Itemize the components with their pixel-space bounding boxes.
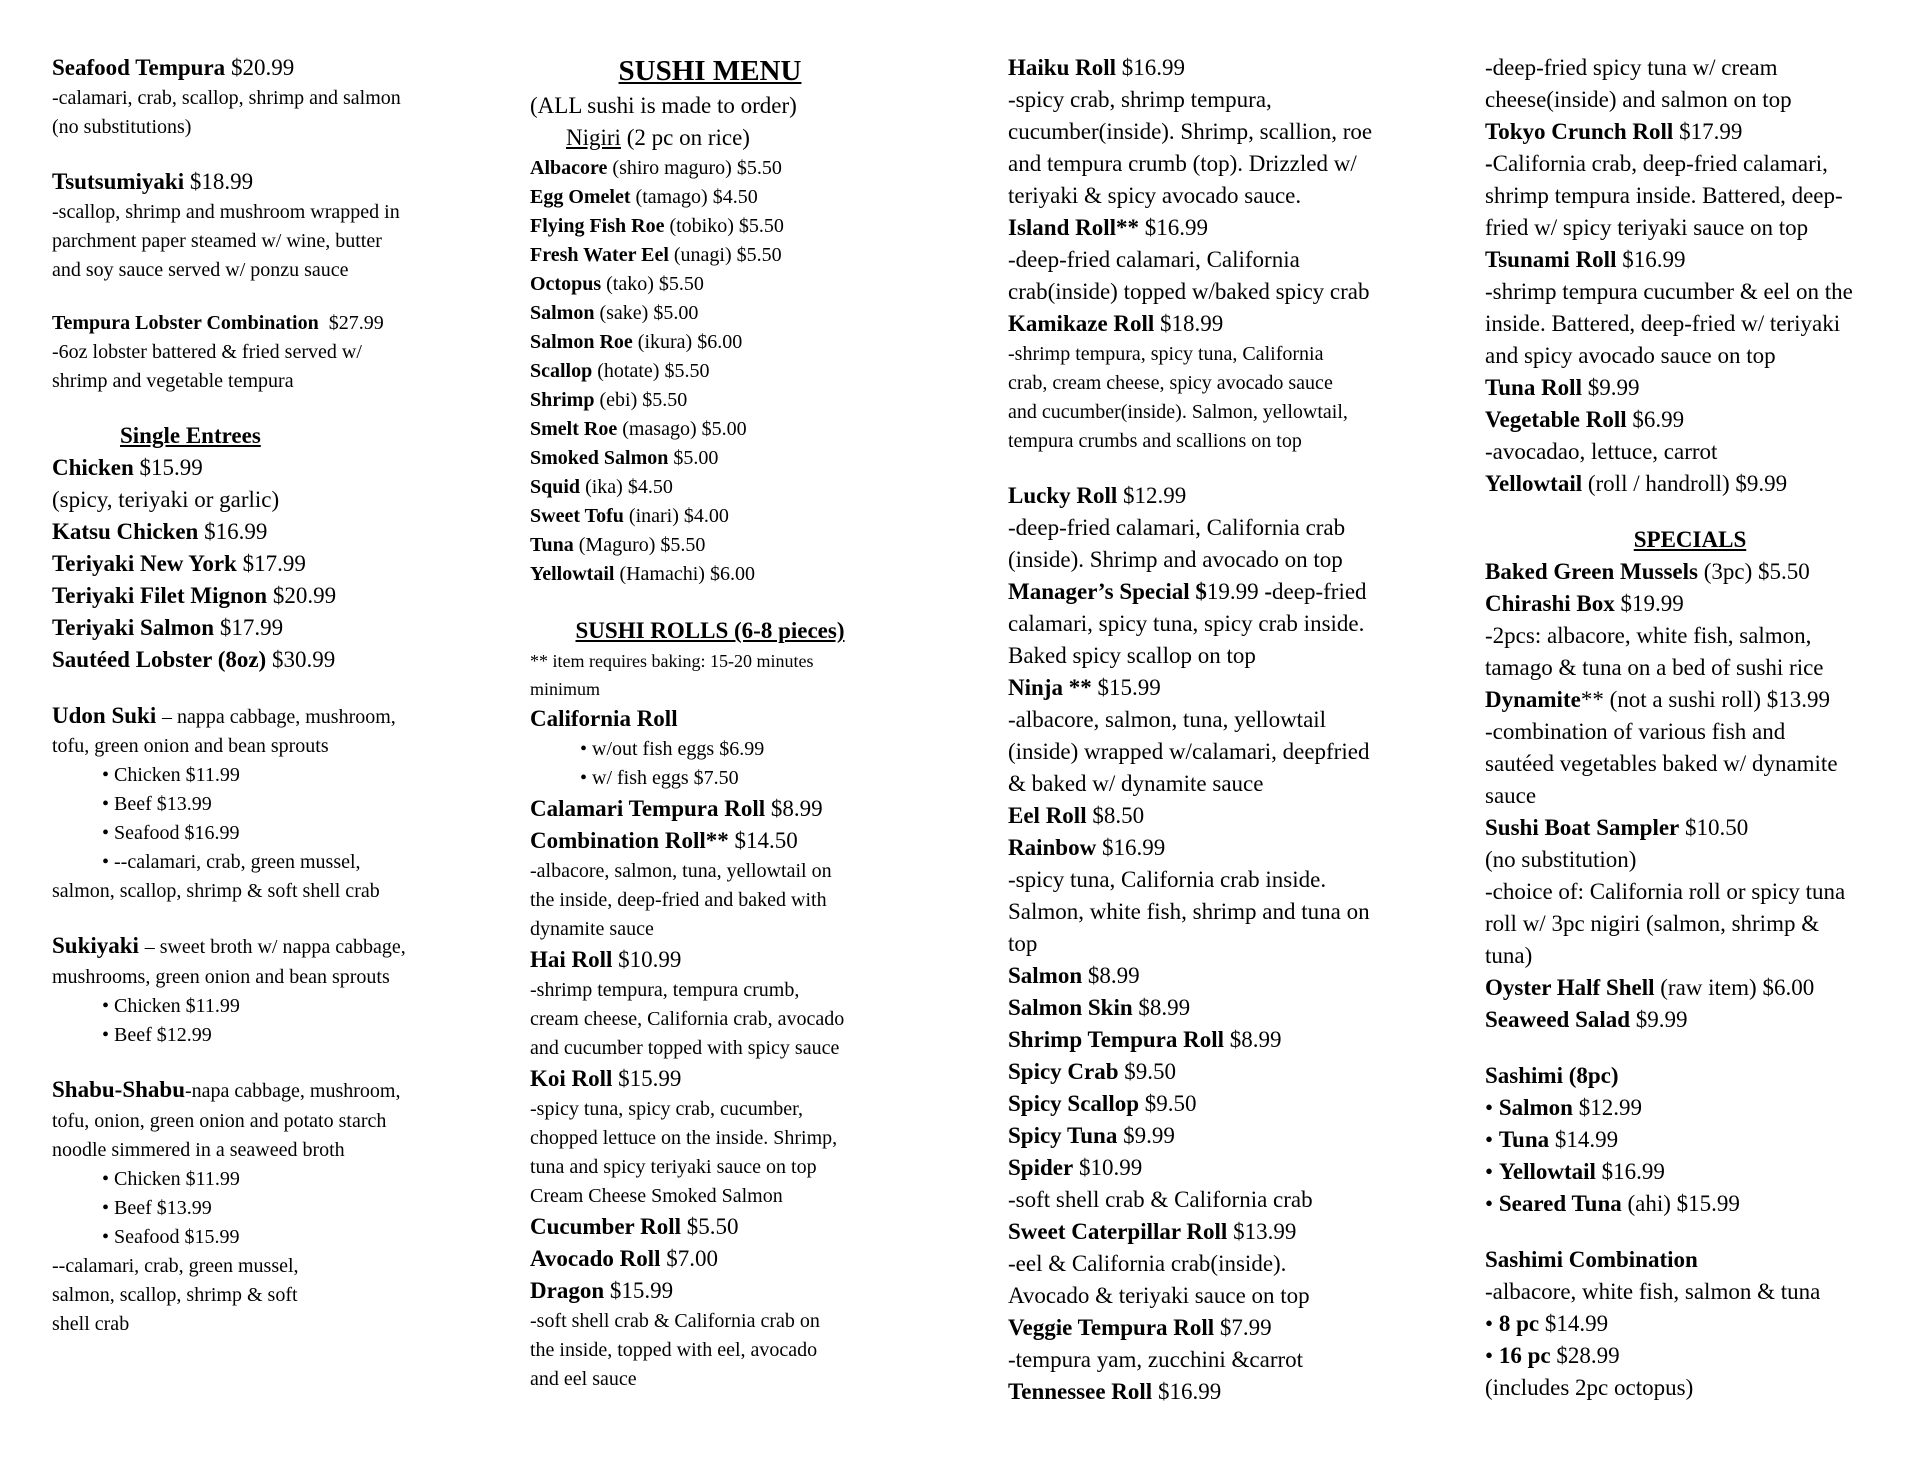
menu-item: Combination Roll** $14.50 bbox=[530, 828, 798, 853]
menu-item: Katsu Chicken $16.99 bbox=[52, 519, 268, 544]
item-desc: -2pcs: albacore, white fish, salmon, bbox=[1485, 623, 1812, 648]
item-desc: & baked w/ dynamite sauce bbox=[1008, 771, 1264, 796]
menu-item: Spicy Crab $9.50 bbox=[1008, 1059, 1177, 1084]
section-title-specials: SPECIALS bbox=[1633, 527, 1747, 552]
menu-item: Teriyaki Filet Mignon $20.99 bbox=[52, 583, 337, 608]
list-item: Scallop (hotate) $5.50 bbox=[530, 360, 710, 382]
menu-item: Spider $10.99 bbox=[1008, 1155, 1143, 1180]
combo-list bbox=[1485, 1308, 1895, 1372]
item-desc: -spicy tuna, California crab inside. bbox=[1008, 867, 1327, 892]
bullet-icon: • bbox=[1485, 1191, 1499, 1216]
item-desc: Avocado & teriyaki sauce on top bbox=[1008, 1283, 1310, 1308]
list-item: Sweet Tofu (inari) $4.00 bbox=[530, 505, 729, 527]
menu-item: Haiku Roll $16.99 bbox=[1008, 55, 1186, 80]
option-item: • Beef $13.99 bbox=[102, 1197, 212, 1219]
item-desc: -choice of: California roll or spicy tuna bbox=[1485, 879, 1846, 904]
item-desc: -shrimp tempura, spicy tuna, California bbox=[1008, 343, 1324, 365]
menu-item: Dragon $15.99 bbox=[530, 1278, 674, 1303]
bullet-icon: • bbox=[1485, 1127, 1499, 1152]
bullet-icon: • bbox=[1485, 1159, 1499, 1184]
sashimi-list bbox=[1485, 1092, 1895, 1220]
item-desc: -albacore, white fish, salmon & tuna bbox=[1485, 1279, 1821, 1304]
list-item: Egg Omelet (tamago) $4.50 bbox=[530, 186, 758, 208]
menu-item: Yellowtail (roll / handroll) $9.99 bbox=[1485, 471, 1788, 496]
option-item: • Seafood $15.99 bbox=[102, 1226, 240, 1248]
list-item: Octopus (tako) $5.50 bbox=[530, 273, 704, 295]
list-item: Squid (ika) $4.50 bbox=[530, 476, 673, 498]
item-desc: -avocadao, lettuce, carrot bbox=[1485, 439, 1718, 464]
list-item: Tuna (Maguro) $5.50 bbox=[530, 534, 706, 556]
list-item: Flying Fish Roe (tobiko) $5.50 bbox=[530, 215, 784, 237]
item-desc: -6oz lobster battered & fried served w/ bbox=[52, 341, 362, 363]
item-desc: -combination of various fish and bbox=[1485, 719, 1786, 744]
section-title-sushi-rolls: SUSHI ROLLS (6-8 pieces) bbox=[575, 618, 845, 643]
item-desc: tamago & tuna on a bed of sushi rice bbox=[1485, 655, 1824, 680]
subtitle: (ALL sushi is made to order) bbox=[530, 93, 797, 118]
item-desc: (no substitutions) bbox=[52, 116, 192, 138]
item-desc: Cream Cheese Smoked Salmon bbox=[530, 1185, 783, 1207]
bullet-icon: • bbox=[1485, 1095, 1499, 1120]
menu-item: Teriyaki Salmon $17.99 bbox=[52, 615, 284, 640]
item-desc: -soft shell crab & California crab bbox=[1008, 1187, 1313, 1212]
menu-item: Salmon Skin $8.99 bbox=[1008, 995, 1191, 1020]
list-item: • Yellowtail $16.99 bbox=[1485, 1159, 1665, 1184]
item-desc: sautéed vegetables baked w/ dynamite bbox=[1485, 751, 1838, 776]
page-title: SUSHI MENU bbox=[618, 55, 802, 87]
item-desc: tofu, green onion and bean sprouts bbox=[52, 735, 329, 757]
menu-item: Rainbow $16.99 bbox=[1008, 835, 1166, 860]
menu-item: Baked Green Mussels (3pc) $5.50 bbox=[1485, 559, 1810, 584]
item-desc: -calamari, crab, scallop, shrimp and salmon bbox=[52, 87, 401, 109]
list-item: Albacore (shiro maguro) $5.50 bbox=[530, 157, 782, 179]
item-desc: teriyaki & spicy avocado sauce. bbox=[1008, 183, 1302, 208]
menu-item: Seaweed Salad $9.99 bbox=[1485, 1007, 1688, 1032]
item-desc: cucumber(inside). Shrimp, scallion, roe bbox=[1008, 119, 1373, 144]
item-desc: -deep-fried calamari, California crab bbox=[1008, 515, 1346, 540]
item-desc: (no substitution) bbox=[1485, 847, 1637, 872]
option-item: • Chicken $11.99 bbox=[102, 1168, 240, 1190]
list-item: • Tuna $14.99 bbox=[1485, 1127, 1619, 1152]
list-item: • 8 pc $14.99 bbox=[1485, 1311, 1609, 1336]
item-desc: -shrimp tempura, tempura crumb, bbox=[530, 979, 800, 1001]
item-desc: fried w/ spicy teriyaki sauce on top bbox=[1485, 215, 1809, 240]
item-desc: -eel & California crab(inside). bbox=[1008, 1251, 1287, 1276]
menu-item: Veggie Tempura Roll $7.99 bbox=[1008, 1315, 1272, 1340]
menu-item: Udon Suki – nappa cabbage, mushroom, bbox=[52, 703, 396, 728]
menu-item: Manager’s Special $19.99 -deep-fried bbox=[1008, 579, 1367, 604]
menu-item: Sweet Caterpillar Roll $13.99 bbox=[1008, 1219, 1297, 1244]
item-desc: -deep-fried calamari, California bbox=[1008, 247, 1300, 272]
menu-item: Salmon $8.99 bbox=[1008, 963, 1140, 988]
menu-item: Shrimp Tempura Roll $8.99 bbox=[1008, 1027, 1282, 1052]
item-desc: tuna) bbox=[1485, 943, 1533, 968]
item-desc: -albacore, salmon, tuna, yellowtail bbox=[1008, 707, 1327, 732]
item-desc: (includes 2pc octopus) bbox=[1485, 1375, 1694, 1400]
item-desc: crab(inside) topped w/baked spicy crab bbox=[1008, 279, 1370, 304]
nigiri-list bbox=[530, 154, 890, 589]
menu-item: Chicken $15.99 bbox=[52, 455, 203, 480]
bullet-icon: • bbox=[1485, 1311, 1499, 1336]
item-desc: roll w/ 3pc nigiri (salmon, shrimp & bbox=[1485, 911, 1820, 936]
item-desc: -tempura yam, zucchini &carrot bbox=[1008, 1347, 1304, 1372]
item-desc: and cucumber topped with spicy sauce bbox=[530, 1037, 840, 1059]
menu-item: Tsunami Roll $16.99 bbox=[1485, 247, 1686, 272]
option-item: • w/out fish eggs $6.99 bbox=[580, 738, 765, 760]
item-desc: cream cheese, California crab, avocado bbox=[530, 1008, 845, 1030]
menu-item: Tsutsumiyaki $18.99 bbox=[52, 169, 254, 194]
item-desc: chopped lettuce on the inside. Shrimp, bbox=[530, 1127, 838, 1149]
menu-item: Chirashi Box $19.99 bbox=[1485, 591, 1684, 616]
menu-item: Eel Roll $8.50 bbox=[1008, 803, 1145, 828]
item-desc: sauce bbox=[1485, 783, 1537, 808]
column-4 bbox=[1485, 52, 1895, 1404]
menu-item: Koi Roll $15.99 bbox=[530, 1066, 682, 1091]
item-desc: top bbox=[1008, 931, 1038, 956]
menu-item: Cucumber Roll $5.50 bbox=[530, 1214, 739, 1239]
item-desc: the inside, deep-fried and baked with bbox=[530, 889, 827, 911]
item-desc: the inside, topped with eel, avocado bbox=[530, 1339, 818, 1361]
item-desc: -spicy crab, shrimp tempura, bbox=[1008, 87, 1272, 112]
section-title-sashimi-combination: Sashimi Combination bbox=[1485, 1247, 1698, 1272]
menu-item: Tempura Lobster Combination $27.99 bbox=[52, 312, 384, 334]
item-desc: (spicy, teriyaki or garlic) bbox=[52, 487, 280, 512]
menu-item: Teriyaki New York $17.99 bbox=[52, 551, 306, 576]
item-desc: inside. Battered, deep-fried w/ teriyaki bbox=[1485, 311, 1841, 336]
list-item: Salmon Roe (ikura) $6.00 bbox=[530, 331, 743, 353]
item-desc: (inside). Shrimp and avocado on top bbox=[1008, 547, 1343, 572]
nigiri-header: Nigiri (2 pc on rice) bbox=[566, 125, 750, 150]
menu-item: Sautéed Lobster (8oz) $30.99 bbox=[52, 647, 336, 672]
item-desc: tofu, onion, green onion and potato starch bbox=[52, 1110, 387, 1132]
menu-item: Kamikaze Roll $18.99 bbox=[1008, 311, 1224, 336]
menu-item: Spicy Tuna $9.99 bbox=[1008, 1123, 1175, 1148]
item-desc: crab, cream cheese, spicy avocado sauce bbox=[1008, 372, 1333, 394]
item-desc: -deep-fried spicy tuna w/ cream bbox=[1485, 55, 1778, 80]
menu-item: Hai Roll $10.99 bbox=[530, 947, 682, 972]
option-item: • --calamari, crab, green mussel, bbox=[102, 851, 361, 873]
list-item: Smoked Salmon $5.00 bbox=[530, 447, 719, 469]
item-desc: --calamari, crab, green mussel, bbox=[52, 1255, 299, 1277]
item-desc: calamari, spicy tuna, spicy crab inside. bbox=[1008, 611, 1365, 636]
menu-item: Ninja ** $15.99 bbox=[1008, 675, 1161, 700]
item-desc: and cucumber(inside). Salmon, yellowtail, bbox=[1008, 401, 1348, 423]
item-desc: noodle simmered in a seaweed broth bbox=[52, 1139, 345, 1161]
item-desc: dynamite sauce bbox=[530, 918, 654, 940]
rolls-note: minimum bbox=[530, 679, 601, 699]
item-desc: parchment paper steamed w/ wine, butter bbox=[52, 230, 382, 252]
menu-item: Lucky Roll $12.99 bbox=[1008, 483, 1187, 508]
column-2 bbox=[530, 52, 890, 1394]
menu-item: Oyster Half Shell (raw item) $6.00 bbox=[1485, 975, 1815, 1000]
item-desc: and eel sauce bbox=[530, 1368, 637, 1390]
item-desc: tuna and spicy teriyaki sauce on top bbox=[530, 1156, 817, 1178]
menu-item: Dynamite** (not a sushi roll) $13.99 bbox=[1485, 687, 1830, 712]
item-desc: -scallop, shrimp and mushroom wrapped in bbox=[52, 201, 400, 223]
item-desc: -soft shell crab & California crab on bbox=[530, 1310, 820, 1332]
list-item: Smelt Roe (masago) $5.00 bbox=[530, 418, 747, 440]
menu-item: Calamari Tempura Roll $8.99 bbox=[530, 796, 823, 821]
bullet-icon: • bbox=[1485, 1343, 1499, 1368]
menu-item: Island Roll** $16.99 bbox=[1008, 215, 1209, 240]
item-desc: -albacore, salmon, tuna, yellowtail on bbox=[530, 860, 832, 882]
menu-item: Spicy Scallop $9.50 bbox=[1008, 1091, 1197, 1116]
list-item: Salmon (sake) $5.00 bbox=[530, 302, 699, 324]
option-item: • Seafood $16.99 bbox=[102, 822, 240, 844]
menu-item: California Roll bbox=[530, 706, 678, 731]
menu-item: Tokyo Crunch Roll $17.99 bbox=[1485, 119, 1743, 144]
item-desc: -spicy tuna, spicy crab, cucumber, bbox=[530, 1098, 803, 1120]
option-item: • Chicken $11.99 bbox=[102, 995, 240, 1017]
item-desc: -shrimp tempura cucumber & eel on the bbox=[1485, 279, 1853, 304]
item-desc: shell crab bbox=[52, 1313, 130, 1335]
item-desc: cheese(inside) and salmon on top bbox=[1485, 87, 1792, 112]
menu-item: Sushi Boat Sampler $10.50 bbox=[1485, 815, 1749, 840]
list-item: • Salmon $12.99 bbox=[1485, 1095, 1642, 1120]
option-item: • Chicken $11.99 bbox=[102, 764, 240, 786]
list-item: Fresh Water Eel (unagi) $5.50 bbox=[530, 244, 782, 266]
item-desc: salmon, scallop, shrimp & soft bbox=[52, 1284, 298, 1306]
column-1 bbox=[52, 52, 452, 1339]
menu-item: Shabu-Shabu-napa cabbage, mushroom, bbox=[52, 1077, 401, 1102]
list-item: • Seared Tuna (ahi) $15.99 bbox=[1485, 1191, 1740, 1216]
item-desc: (inside) wrapped w/calamari, deepfried bbox=[1008, 739, 1370, 764]
menu-item: Tennessee Roll $16.99 bbox=[1008, 1379, 1222, 1404]
menu-item: Tuna Roll $9.99 bbox=[1485, 375, 1640, 400]
item-desc: and spicy avocado sauce on top bbox=[1485, 343, 1776, 368]
option-item: • Beef $12.99 bbox=[102, 1024, 212, 1046]
item-desc: Salmon, white fish, shrimp and tuna on bbox=[1008, 899, 1370, 924]
list-item: Shrimp (ebi) $5.50 bbox=[530, 389, 688, 411]
list-item: Yellowtail (Hamachi) $6.00 bbox=[530, 563, 755, 585]
item-desc: shrimp and vegetable tempura bbox=[52, 370, 294, 392]
rolls-note: ** item requires baking: 15-20 minutes bbox=[530, 651, 814, 671]
list-item: • 16 pc $28.99 bbox=[1485, 1343, 1620, 1368]
option-item: • Beef $13.99 bbox=[102, 793, 212, 815]
menu-item: Seafood Tempura $20.99 bbox=[52, 55, 295, 80]
item-desc: tempura crumbs and scallions on top bbox=[1008, 430, 1302, 452]
section-title-sashimi: Sashimi (8pc) bbox=[1485, 1063, 1619, 1088]
column-3 bbox=[1008, 52, 1408, 1408]
menu-item: Vegetable Roll $6.99 bbox=[1485, 407, 1685, 432]
item-desc: shrimp tempura inside. Battered, deep- bbox=[1485, 183, 1843, 208]
item-desc: -California crab, deep-fried calamari, bbox=[1485, 151, 1828, 176]
menu-item: Avocado Roll $7.00 bbox=[530, 1246, 719, 1271]
menu-item: Sukiyaki – sweet broth w/ nappa cabbage, bbox=[52, 933, 406, 958]
item-desc: and soy sauce served w/ ponzu sauce bbox=[52, 259, 349, 281]
item-desc: mushrooms, green onion and bean sprouts bbox=[52, 966, 390, 988]
option-item: • w/ fish eggs $7.50 bbox=[580, 767, 739, 789]
item-desc: and tempura crumb (top). Drizzled w/ bbox=[1008, 151, 1357, 176]
section-title-single-entrees: Single Entrees bbox=[120, 423, 261, 448]
item-desc: salmon, scallop, shrimp & soft shell crab bbox=[52, 880, 380, 902]
item-desc: Baked spicy scallop on top bbox=[1008, 643, 1256, 668]
